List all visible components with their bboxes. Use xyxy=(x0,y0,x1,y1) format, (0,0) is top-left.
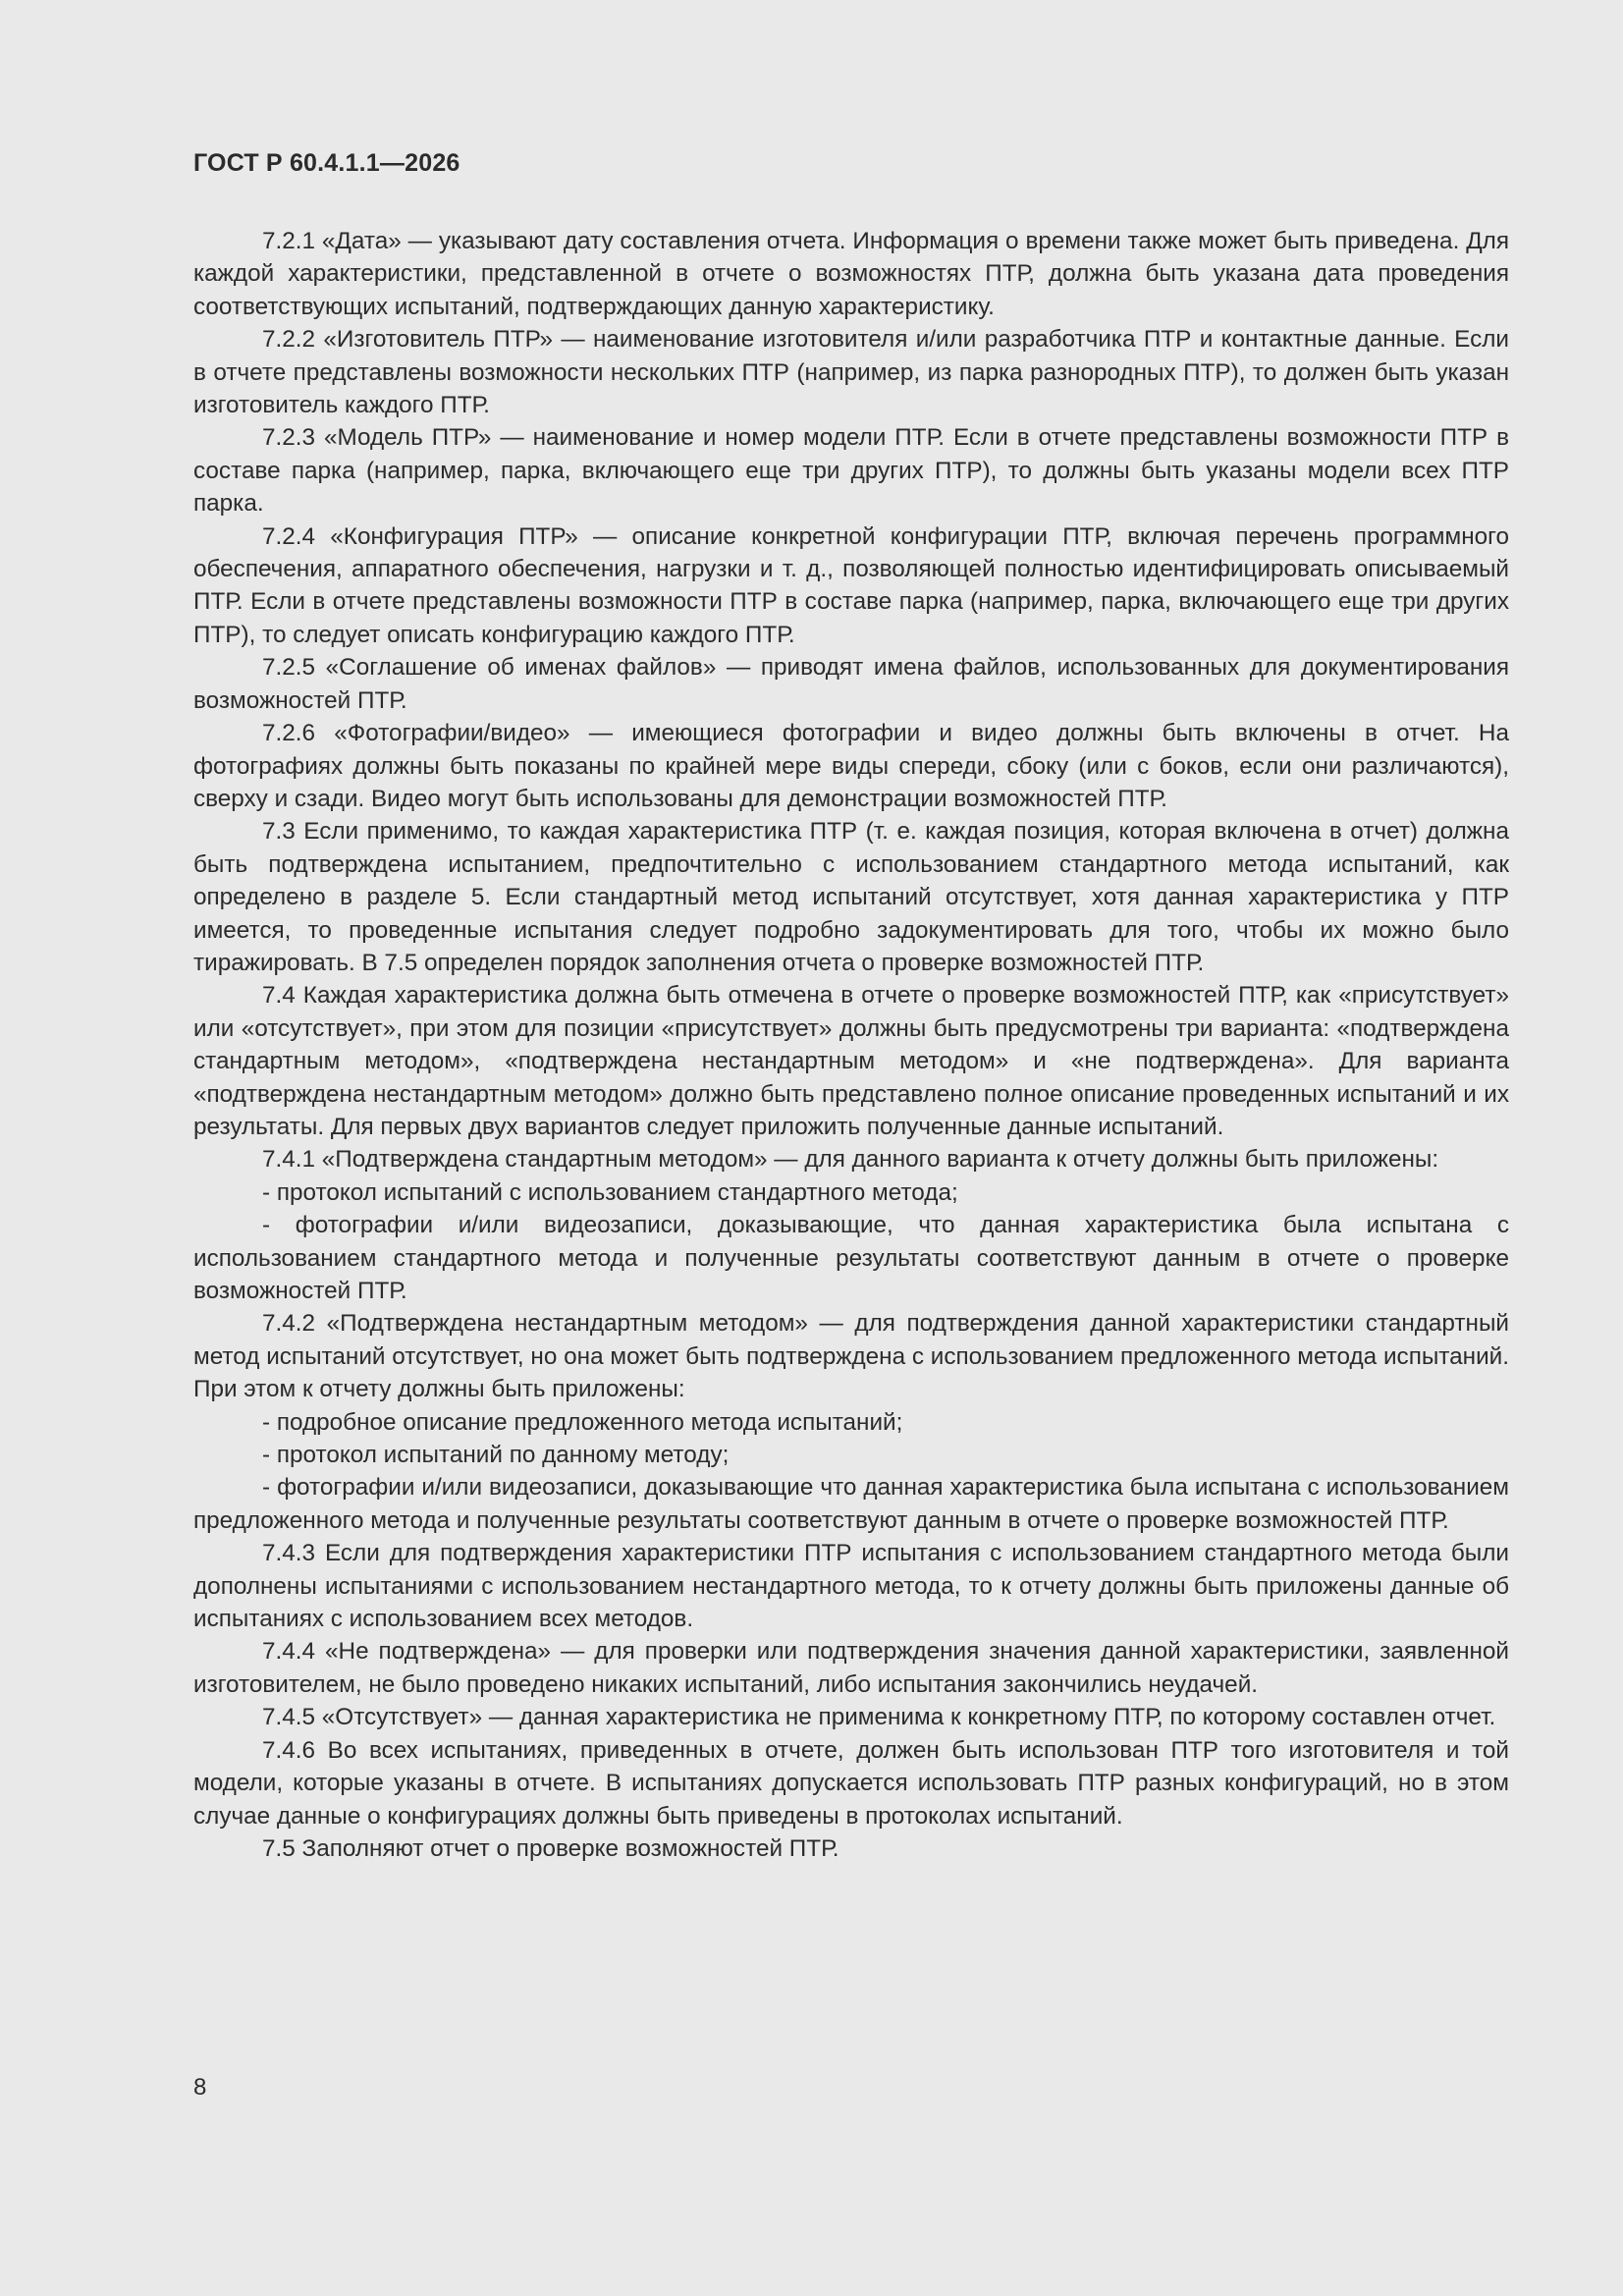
page-number: 8 xyxy=(193,2074,207,2101)
paragraph: 7.2.3 «Модель ПТР» — наименование и номер модели ПТР. Если в отчете представлены возможности ПТР в составе парка (например, парка, включающего еще три других ПТР), то должны быть указаны модели всех ПТР парка. xyxy=(193,424,1509,518)
paragraph: 7.4.3 Если для подтверждения характеристики ПТР испытания с использованием стандартного метода были дополнены испытаниями с использованием нестандартного метода, то к отчету должны быть приложены данные об испытаниях с использованием всех методов. xyxy=(193,1540,1509,1633)
paragraph: 7.4.5 «Отсутствует» — данная характеристика не применима к конкретному ПТР, по которому составлен отчет. xyxy=(262,1704,1496,1731)
paragraph: 7.2.4 «Конфигурация ПТР» — описание конкретной конфигурации ПТР, включая перечень программного обеспечения, аппаратного обеспечения, нагрузки и т. д., позволяющей полностью идентифицировать описываемый ПТР. Если в отчете представлены возможности ПТР в составе парка (например, парка, включающего еще три других ПТР), то следует описать конфигурацию каждого ПТР. xyxy=(193,522,1509,648)
list-item: - протокол испытаний с использованием стандартного метода; xyxy=(262,1178,958,1206)
document-body xyxy=(193,225,1509,1865)
paragraph: 7.4.2 «Подтверждена нестандартным методом» — для подтверждения данной характеристики стандартный метод испытаний отсутствует, но она может быть подтверждена с использованием предложенного метода испытаний. При этом к отчету должны быть приложены: xyxy=(193,1310,1509,1403)
paragraph: 7.3 Если применимо, то каждая характеристика ПТР (т. е. каждая позиция, которая включена в отчет) должна быть подтверждена испытанием, предпочтительно с использованием стандартного метода испытаний, как определено в разделе 5. Если стандартный метод испытаний отсутствует, хотя данная характеристика у ПТР имеется, то проведенные испытания следует подробно задокументировать для того, чтобы их можно было тиражировать. В 7.5 определен порядок заполнения отчета о проверке возможностей ПТР. xyxy=(193,818,1509,976)
paragraph: 7.2.6 «Фотографии/видео» — имеющиеся фотографии и видео должны быть включены в отчет. На фотографиях должны быть показаны по крайней мере виды спереди, сбоку (или с боков, если они различаются), сверху и сзади. Видео могут быть использованы для демонстрации возможностей ПТР. xyxy=(193,720,1509,812)
paragraph: 7.5 Заполняют отчет о проверке возможностей ПТР. xyxy=(262,1834,839,1862)
list-item: - протокол испытаний по данному методу; xyxy=(262,1442,730,1469)
list-item: - подробное описание предложенного метода испытаний; xyxy=(262,1408,903,1436)
paragraph: 7.4.4 «Не подтверждена» — для проверки или подтверждения значения данной характеристики, заявленной изготовителем, не было проведено никаких испытаний, либо испытания закончились неудачей. xyxy=(193,1638,1509,1698)
list-item: - фотографии и/или видеозаписи, доказывающие, что данная характеристика была испытана с использованием стандартного метода и полученные результаты соответствуют данным в отчете о проверке возможностей ПТР. xyxy=(193,1212,1509,1304)
document-header: ГОСТ Р 60.4.1.1—2026 xyxy=(193,149,460,177)
paragraph: 7.2.2 «Изготовитель ПТР» — наименование изготовителя и/или разработчика ПТР и контактные данные. Если в отчете представлены возможности нескольких ПТР (например, из парка разнородных ПТР), то должен быть указан изготовитель каждого ПТР. xyxy=(193,326,1509,419)
paragraph: 7.4.1 «Подтверждена стандартным методом» — для данного варианта к отчету должны быть приложены: xyxy=(262,1146,1439,1174)
paragraph: 7.4.6 Во всех испытаниях, приведенных в отчете, должен быть использован ПТР того изготовителя и той модели, которые указаны в отчете. В испытаниях допускается использовать ПТР разных конфигураций, но в этом случае данные о конфигурациях должны быть приведены в протоколах испытаний. xyxy=(193,1736,1509,1830)
paragraph: 7.2.1 «Дата» — указывают дату составления отчета. Информация о времени также может быть приведена. Для каждой характеристики, представленной в отчете о возможностях ПТР, должна быть указана дата проведения соответствующих испытаний, подтверждающих данную характеристику. xyxy=(193,228,1509,320)
list-item: - фотографии и/или видеозаписи, доказывающие что данная характеристика была испытана с использованием предложенного метода и полученные результаты соответствуют данным в отчете о проверке возможностей ПТР. xyxy=(193,1474,1509,1534)
paragraph: 7.4 Каждая характеристика должна быть отмечена в отчете о проверке возможностей ПТР, как «присутствует» или «отсутствует», при этом для позиции «присутствует» должны быть предусмотрены три варианта: «подтверждена стандартным методом», «подтверждена нестандартным методом» и «не подтверждена». Для варианта «подтверждена нестандартным методом» должно быть представлено полное описание проведенных испытаний и их результаты. Для первых двух вариантов следует приложить полученные данные испытаний. xyxy=(193,982,1509,1140)
paragraph: 7.2.5 «Соглашение об именах файлов» — приводят имена файлов, использованных для документирования возможностей ПТР. xyxy=(193,654,1509,714)
